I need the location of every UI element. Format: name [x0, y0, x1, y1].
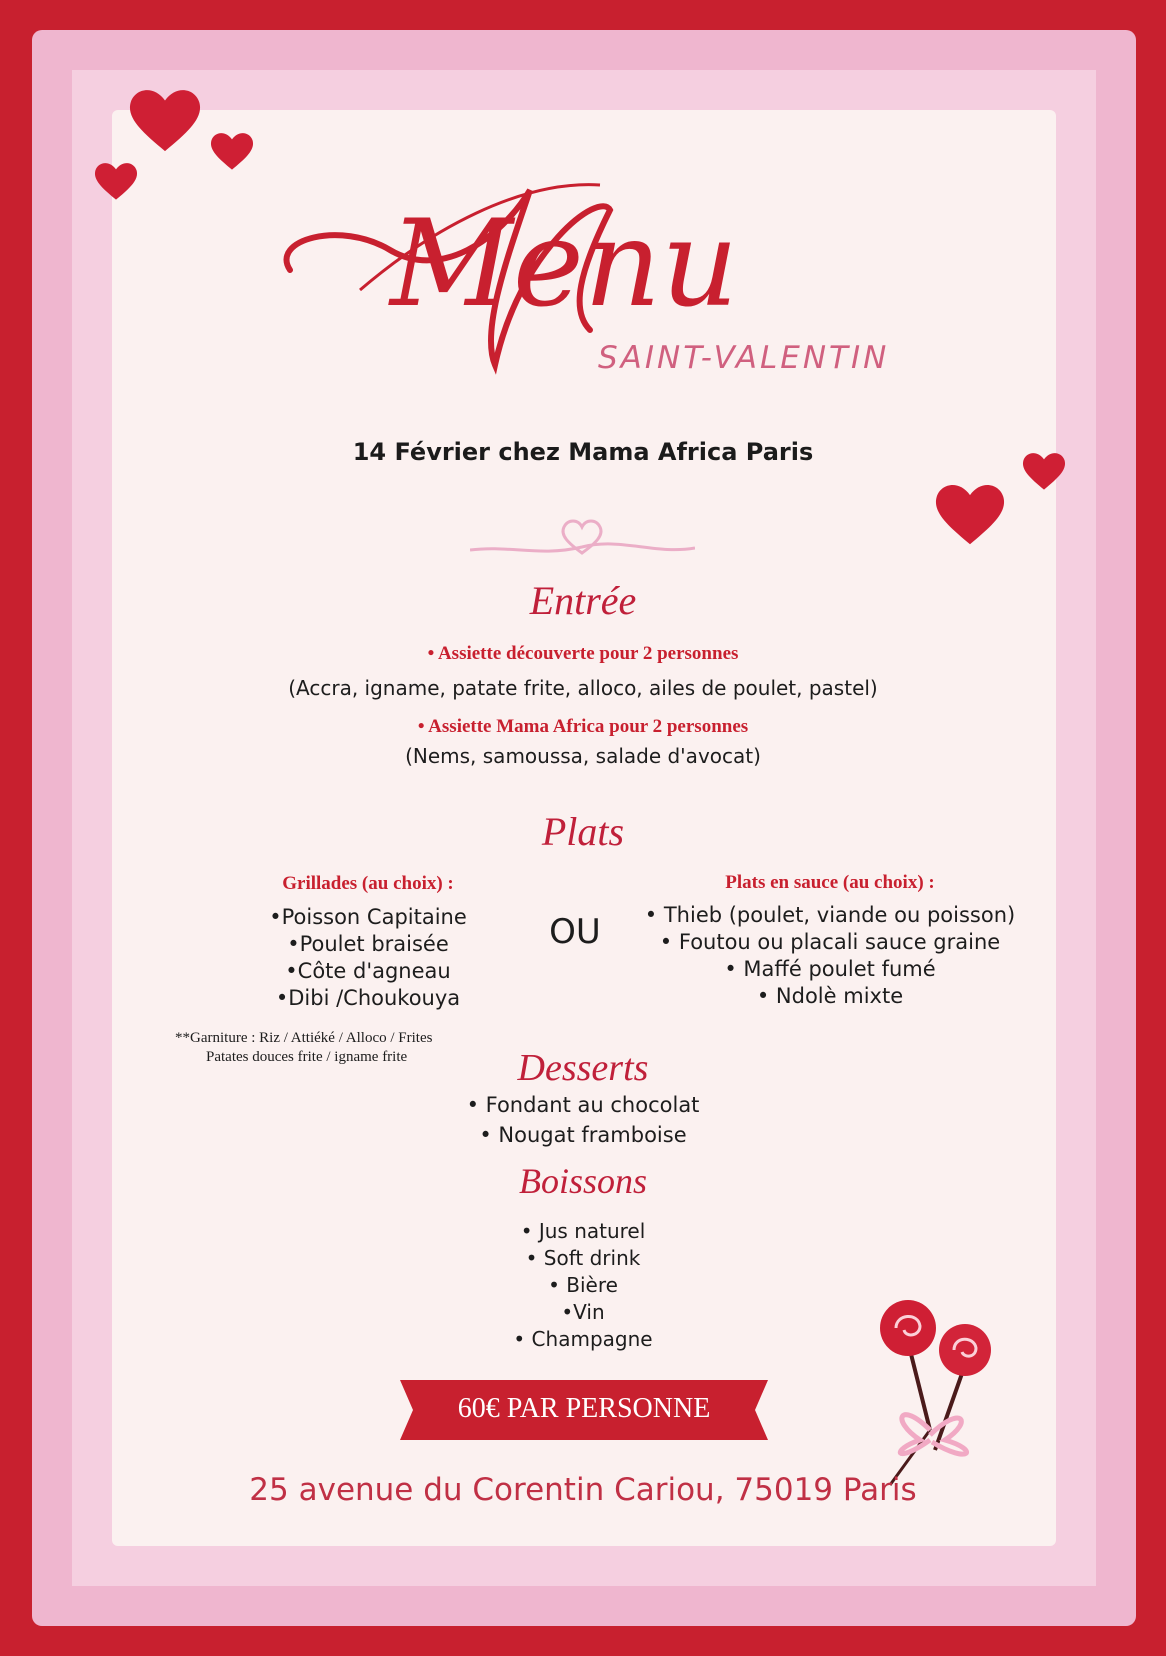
svg-text:Menu: Menu [390, 195, 739, 334]
list-item: • Nougat framboise [479, 1123, 687, 1147]
garniture-note: **Garniture : Riz / Attiéké / Alloco / Frites [175, 1030, 433, 1046]
section-heading-desserts: Desserts [517, 1047, 649, 1089]
list-item: •Poisson Capitaine [269, 905, 467, 929]
grillades-title: Grillades (au choix) : [282, 873, 454, 894]
heart-icon [92, 160, 140, 202]
heart-icon [930, 480, 1010, 548]
list-item: • Jus naturel [520, 1219, 646, 1243]
list-item: • Bière [548, 1273, 618, 1297]
list-item: • Maffé poulet fumé [724, 957, 936, 981]
list-item: •Poulet braisée [287, 932, 449, 956]
or-separator: OU [549, 912, 601, 952]
price-label: 60€ PAR PERSONNE [457, 1393, 711, 1424]
menu-tagline: 14 Février chez Mama Africa Paris [352, 438, 814, 466]
restaurant-address: 25 avenue du Corentin Cariou, 75019 Paris [249, 1472, 917, 1508]
garniture-note: Patates douces frite / igname frite [206, 1049, 408, 1065]
list-item: •Vin [561, 1300, 605, 1324]
heart-icon [125, 85, 205, 155]
list-item: • Soft drink [525, 1246, 641, 1270]
desserts-list [0, 1090, 1166, 1150]
list-item: • Fondant au chocolat [466, 1093, 700, 1117]
heart-icon [208, 130, 256, 172]
entree-item-description: (Accra, igname, patate frite, alloco, ailes de poulet, pastel) [288, 676, 878, 700]
list-item: • Foutou ou placali sauce graine [659, 930, 1001, 954]
list-item: •Côte d'agneau [285, 959, 451, 983]
entree-item-description: (Nems, samoussa, salade d'avocat) [405, 744, 761, 768]
sauce-list [640, 902, 1020, 1010]
roses-bouquet-icon [870, 1290, 1010, 1490]
section-heading-plats: Plats [541, 809, 625, 854]
section-heading-boissons: Boissons [518, 1161, 648, 1201]
entree-item-title: • Assiette découverte pour 2 personnes [427, 643, 739, 664]
list-item: • Champagne [513, 1327, 653, 1351]
sauce-title: Plats en sauce (au choix) : [725, 872, 935, 893]
list-item: •Dibi /Choukouya [275, 986, 461, 1010]
heart-divider-icon [470, 515, 695, 565]
list-item: • Thieb (poulet, viande ou poisson) [644, 903, 1016, 927]
section-heading-entree: Entrée [529, 578, 637, 623]
menu-subtitle: SAINT-VALENTIN [598, 340, 890, 376]
entree-item-title: • Assiette Mama Africa pour 2 personnes [417, 716, 749, 737]
list-item: • Ndolè mixte [756, 984, 904, 1008]
